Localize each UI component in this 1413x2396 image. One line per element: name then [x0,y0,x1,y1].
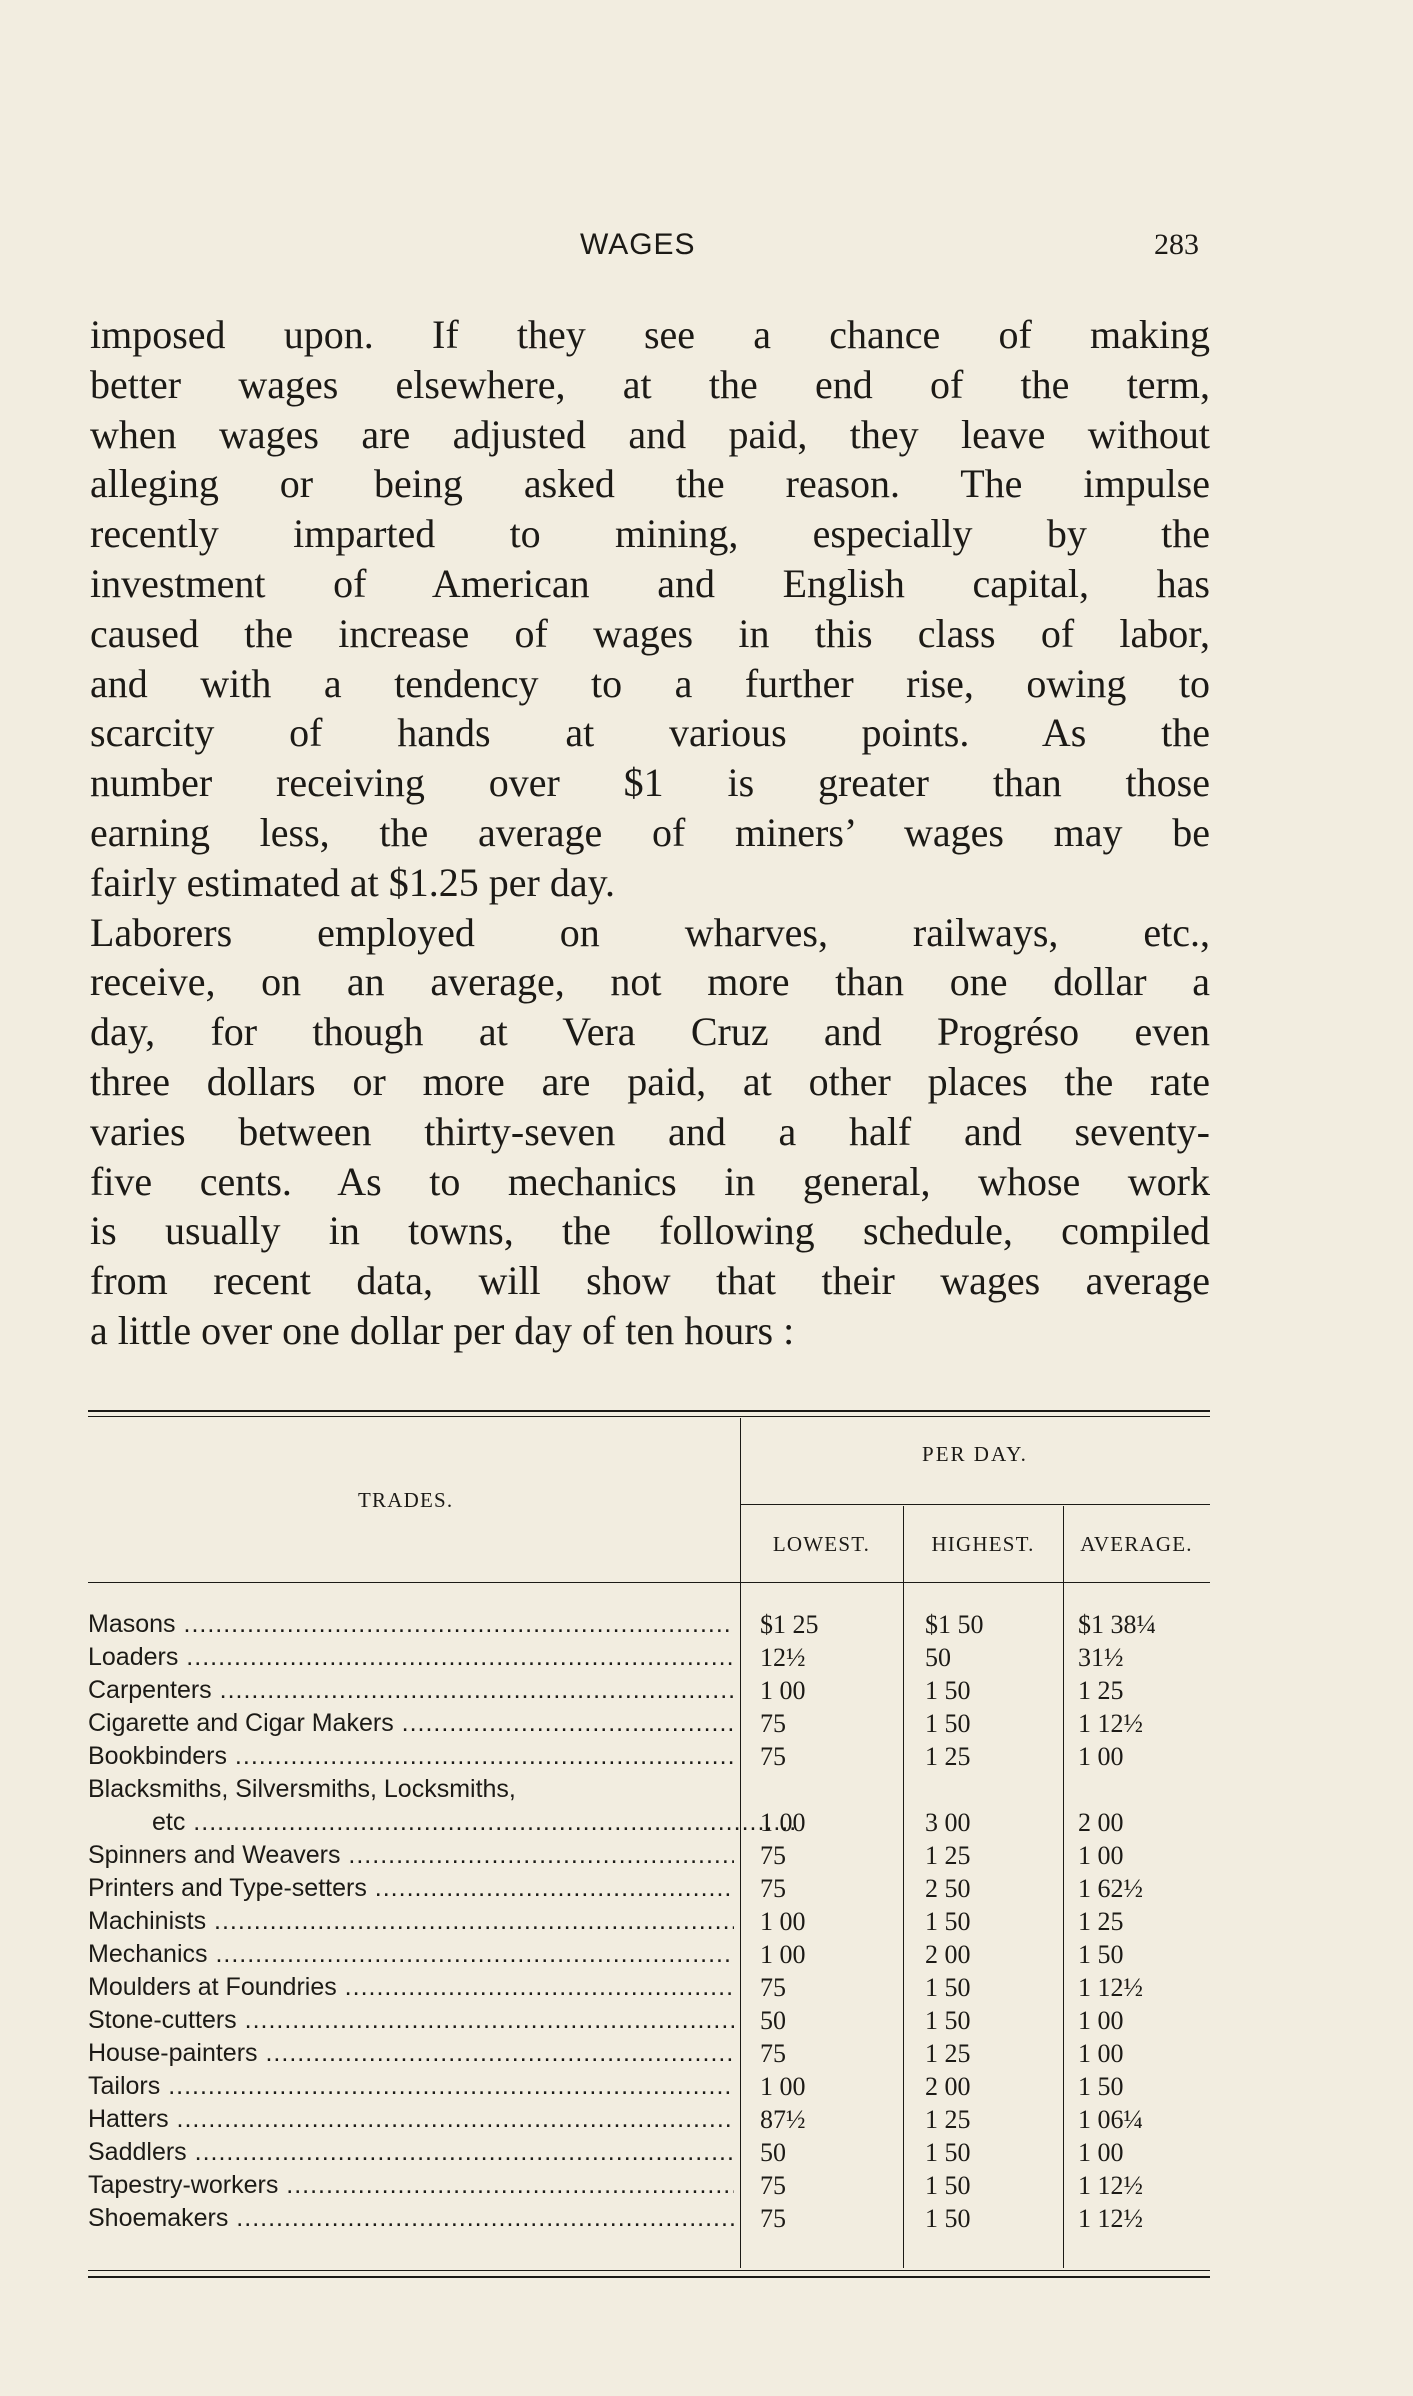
table-top-rule [88,1410,1210,1412]
text-line: number receiving over $1 is greater than those [90,760,1210,806]
text-line: when wages are adjusted and paid, they leave without [90,411,1210,457]
highest-wage: 1 50 [925,1907,971,1936]
text-line: a little over one dollar per day of ten hours : [90,1307,795,1353]
average-wage: 1 62½ [1078,1874,1143,1903]
average-wage: 1 06¼ [1078,2105,1143,2134]
highest-wage: 3 00 [925,1808,971,1837]
highest-wage: 1 25 [925,2039,971,2068]
trade-name: etc ..... [88,1806,798,1839]
text-line: alleging or being asked the reason. The impulse [90,461,1210,507]
text-line: Laborers employed on wharves, railways, etc., [90,909,1210,955]
average-wage: 1 25 [1078,1676,1124,1705]
table-row [88,1740,1210,1773]
text-line: day, for though at Vera Cruz and Progréso even [90,1009,1210,1055]
average-wage: $1 38¼ [1078,1610,1156,1639]
text-line: from recent data, will show that their wages average [90,1258,1210,1304]
average-wage: 1 00 [1078,1742,1124,1771]
highest-wage: 1 50 [925,1709,971,1738]
trade-name: Tapestry-workers ..... [88,2169,734,2202]
trade-name: Mechanics ..... [88,1938,734,1971]
lowest-wage: 12½ [760,1643,806,1672]
trade-name: Moulders at Foundries ..... [88,1971,734,2004]
lowest-wage: 1 00 [760,2072,806,2101]
trade-name: Machinists ..... [88,1905,734,1938]
average-wage: 1 00 [1078,2039,1124,2068]
average-wage: 31½ [1078,1643,1124,1672]
text-line: is usually in towns, the following schedule, compiled [90,1208,1210,1254]
highest-wage: 50 [925,1643,951,1672]
highest-wage: 1 50 [925,2204,971,2233]
highest-header: HIGHEST. [931,1532,1035,1556]
table-row [88,2004,1210,2037]
lowest-wage: 75 [760,2171,786,2200]
table-row [88,1674,1210,1707]
per-day-header: PER DAY. [922,1442,1028,1466]
lowest-wage: 1 00 [760,1676,806,1705]
text-line: scarcity of hands at various points. As the [90,710,1210,756]
table-row [88,2037,1210,2070]
lowest-header: LOWEST. [772,1532,871,1556]
highest-wage: 1 50 [925,1676,971,1705]
lowest-wage: 75 [760,2039,786,2068]
text-line: investment of American and English capital, has [90,560,1210,606]
average-wage: 1 12½ [1078,1973,1143,2002]
highest-wage: 1 50 [925,2138,971,2167]
highest-wage: 2 50 [925,1874,971,1903]
highest-wage: 1 25 [925,2105,971,2134]
table-row [88,1905,1210,1938]
trade-name: Shoemakers ..... [88,2202,734,2235]
lowest-wage: 1 00 [760,1940,806,1969]
text-line: recently imparted to mining, especially by the [90,511,1210,557]
lowest-wage: $1 25 [760,1610,819,1639]
trade-name: Bookbinders ..... [88,1740,734,1773]
running-title: WAGES [580,228,696,261]
average-wage: 1 50 [1078,2072,1124,2101]
text-line: imposed upon. If they see a chance of making [90,312,1210,357]
text-line: receive, on an average, not more than one dollar a [90,959,1210,1005]
text-line: three dollars or more are paid, at other places the rate [90,1058,1210,1104]
lowest-wage: 75 [760,1874,786,1903]
highest-wage: $1 50 [925,1610,984,1639]
lowest-wage: 75 [760,1742,786,1771]
trade-name: Carpenters ..... [88,1674,734,1707]
table-row [88,1938,1210,1971]
table-bottom-rule [88,2270,1210,2271]
lowest-wage: 1 00 [760,1808,806,1837]
table-row [88,1707,1210,1740]
page-header [0,228,1413,268]
average-wage: 1 12½ [1078,2204,1143,2233]
table-row [88,1806,1210,1839]
table-row [88,2103,1210,2136]
table-row [88,1773,1210,1806]
table-row [88,1641,1210,1674]
highest-wage: 2 00 [925,1940,971,1969]
trade-name: Hatters ..... [88,2103,734,2136]
average-wage: 1 00 [1078,2006,1124,2035]
text-line: better wages elsewhere, at the end of the term, [90,361,1210,407]
lowest-wage: 75 [760,1709,786,1738]
trade-name: Masons ..... [88,1608,734,1641]
average-wage: 1 12½ [1078,1709,1143,1738]
text-line: five cents. As to mechanics in general, whose work [90,1158,1210,1204]
trade-name: Loaders ..... [88,1641,734,1674]
trade-name: Cigarette and Cigar Makers ..... [88,1707,734,1740]
table-bottom-rule-outer [88,2276,1210,2278]
page-number: 283 [1154,228,1199,261]
trade-name: Printers and Type-setters ..... [88,1872,734,1905]
lowest-wage: 75 [760,1973,786,2002]
lowest-wage: 87½ [760,2105,806,2134]
table-row [88,2169,1210,2202]
trade-name: Tailors ..... [88,2070,734,2103]
table-row [88,1971,1210,2004]
average-wage: 1 25 [1078,1907,1124,1936]
trade-name: Stone-cutters ..... [88,2004,734,2037]
header-bottom-rule [88,1582,1210,1583]
highest-wage: 1 50 [925,1973,971,2002]
highest-wage: 1 25 [925,1742,971,1771]
table-row [88,1839,1210,1872]
per-day-underline [740,1504,1210,1505]
highest-wage: 1 50 [925,2006,971,2035]
highest-wage: 2 00 [925,2072,971,2101]
highest-wage: 1 25 [925,1841,971,1870]
lowest-wage: 75 [760,1841,786,1870]
lowest-wage: 50 [760,2138,786,2167]
table-row [88,2202,1210,2235]
highest-wage: 1 50 [925,2171,971,2200]
average-wage: 1 50 [1078,1940,1124,1969]
trade-name: Spinners and Weavers ..... [88,1839,734,1872]
trade-name: Blacksmiths, Silversmiths, Locksmiths, [88,1775,516,1803]
text-line: earning less, the average of miners’ wages may be [90,809,1210,855]
lowest-wage: 50 [760,2006,786,2035]
table-row [88,2070,1210,2103]
table-body [88,1608,1210,2235]
wages-table [88,1410,1210,2290]
lowest-wage: 75 [760,2204,786,2233]
table-row [88,1608,1210,1641]
text-line: caused the increase of wages in this class of labor, [90,610,1210,656]
average-wage: 2 00 [1078,1808,1124,1837]
average-wage: 1 12½ [1078,2171,1143,2200]
table-row [88,2136,1210,2169]
lowest-wage: 1 00 [760,1907,806,1936]
trade-name: Saddlers ..... [88,2136,734,2169]
trades-header: TRADES. [358,1488,454,1512]
body-paragraphs [90,310,1210,1356]
average-header: AVERAGE. [1080,1532,1193,1556]
text-line: and with a tendency to a further rise, owing to [90,660,1210,706]
table-top-rule-inner [88,1416,1210,1417]
table-row [88,1872,1210,1905]
text-line: varies between thirty-seven and a half and seventy- [90,1108,1210,1154]
trade-name: House-painters ..... [88,2037,734,2070]
average-wage: 1 00 [1078,2138,1124,2167]
text-line: fairly estimated at $1.25 per day. [90,859,615,905]
average-wage: 1 00 [1078,1841,1124,1870]
